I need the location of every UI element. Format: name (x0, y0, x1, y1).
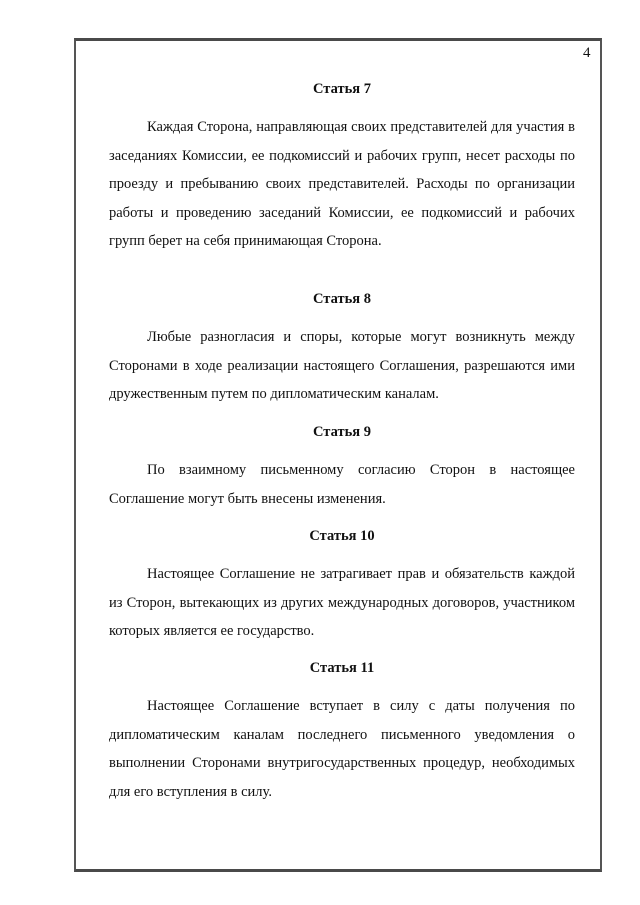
page-number: 4 (583, 45, 591, 61)
article-text: По взаимному письменному согласию Сторон в настоящее Соглашение могут быть внесены изменения. (109, 462, 575, 507)
article-heading: Статья 11 (309, 660, 375, 676)
article-9 (109, 423, 575, 513)
article-text: Любые разногласия и споры, которые могут возникнуть между Сторонами в ходе реализации настоящего Соглашения, разрешаются ими дружественным путем по дипломатическим каналам. (109, 329, 575, 402)
article-text: Настоящее Соглашение не затрагивает прав и обязательств каждой из Сторон, вытекающих из других международных договоров, участником которых является ее государство. (109, 566, 575, 639)
article-10 (109, 527, 575, 646)
article-11 (109, 659, 575, 806)
article-heading: Статья 7 (313, 81, 371, 97)
article-heading: Статья 8 (313, 291, 371, 307)
article-text: Настоящее Соглашение вступает в силу с даты получения по дипломатическим каналам последнего письменного уведомления о выполнении Сторонами внутригосударственных процедур, необходимых для его вступления в силу. (109, 698, 575, 800)
article-7 (109, 80, 575, 256)
article-text: Каждая Сторона, направляющая своих представителей для участия в заседаниях Комиссии, ее подкомиссий и рабочих групп, несет расходы по проезду и пребыванию своих представителей. Расходы по организации работы и проведению заседаний Комиссии, ее подкомиссий и рабочих групп берет на себя принимающая Сторона. (109, 119, 575, 249)
article-heading: Статья 10 (309, 528, 375, 544)
article-8 (109, 290, 575, 409)
article-heading: Статья 9 (313, 424, 371, 440)
